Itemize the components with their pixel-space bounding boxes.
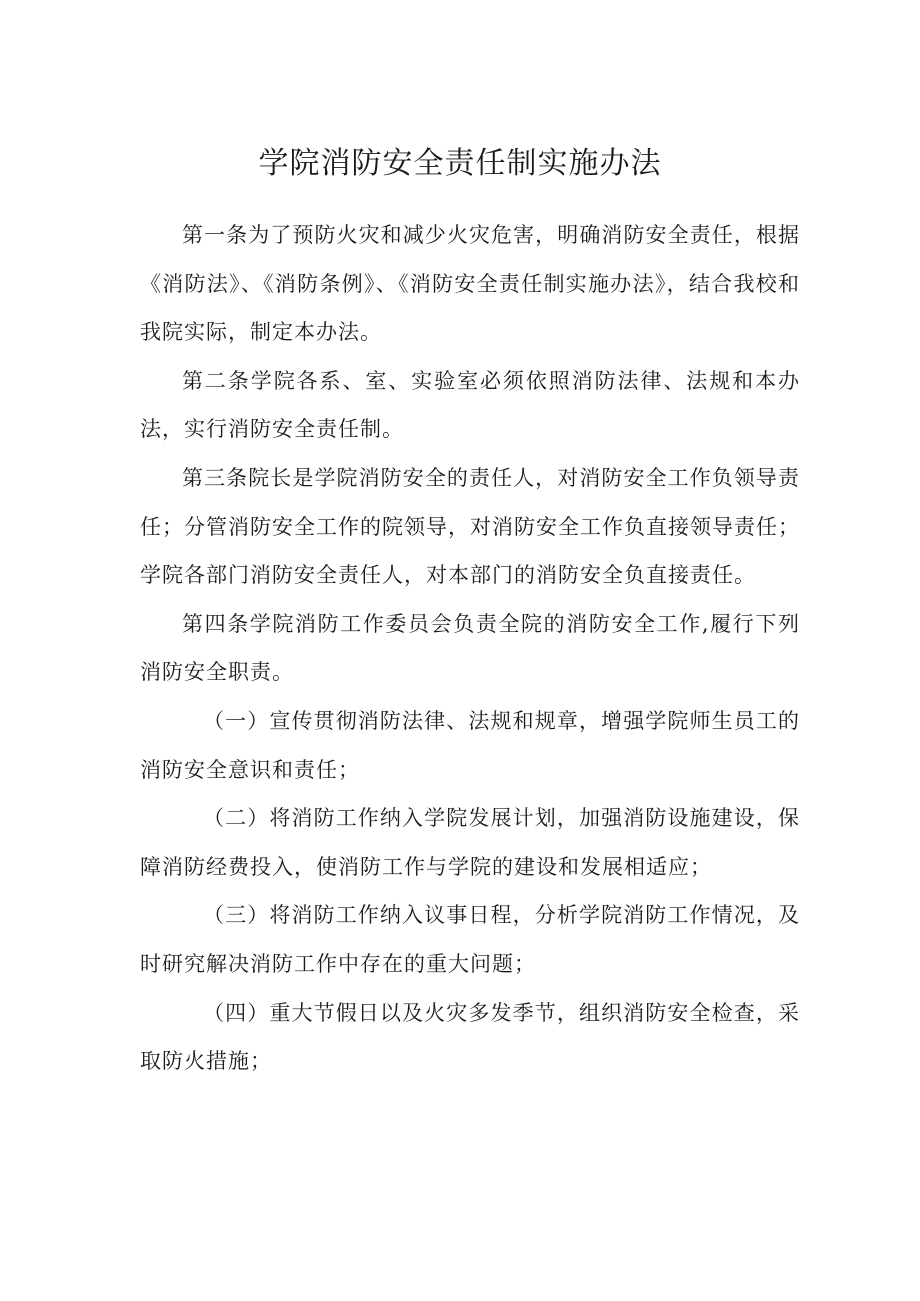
article-4: 第四条学院消防工作委员会负责全院的消防安全工作,履行下列消防安全职责。 bbox=[140, 611, 800, 685]
article-1: 第一条为了预防火灾和减少火灾危害，明确消防安全责任，根据《消防法》、《消防条例》、《消防安全责任制实施办法》，结合我校和我院实际，制定本办法。 bbox=[140, 223, 800, 345]
document-body bbox=[140, 211, 800, 1086]
article-3: 第三条院长是学院消防安全的责任人，对消防安全工作负领导责任；分管消防安全工作的院领导，对消防安全工作负直接领导责任；学院各部门消防安全责任人，对本部门的消防安全负直接责任。 bbox=[140, 465, 800, 588]
article-2: 第二条学院各系、室、实验室必须依照消防法律、法规和本办法，实行消防安全责任制。 bbox=[140, 368, 800, 442]
duty-item-4: （四）重大节假日以及火灾多发季节，组织消防安全检查，采取防火措施； bbox=[140, 1000, 800, 1074]
duty-item-1: （一）宣传贯彻消防法律、法规和规章，增强学院师生员工的消防安全意识和责任； bbox=[140, 708, 800, 782]
duty-item-3: （三）将消防工作纳入议事日程，分析学院消防工作情况，及时研究解决消防工作中存在的重大问题； bbox=[140, 903, 800, 976]
duty-item-2: （二）将消防工作纳入学院发展计划，加强消防设施建设，保障消防经费投入，使消防工作与学院的建设和发展相适应； bbox=[140, 806, 800, 879]
document-title: 学院消防安全责任制实施办法 bbox=[258, 146, 662, 181]
